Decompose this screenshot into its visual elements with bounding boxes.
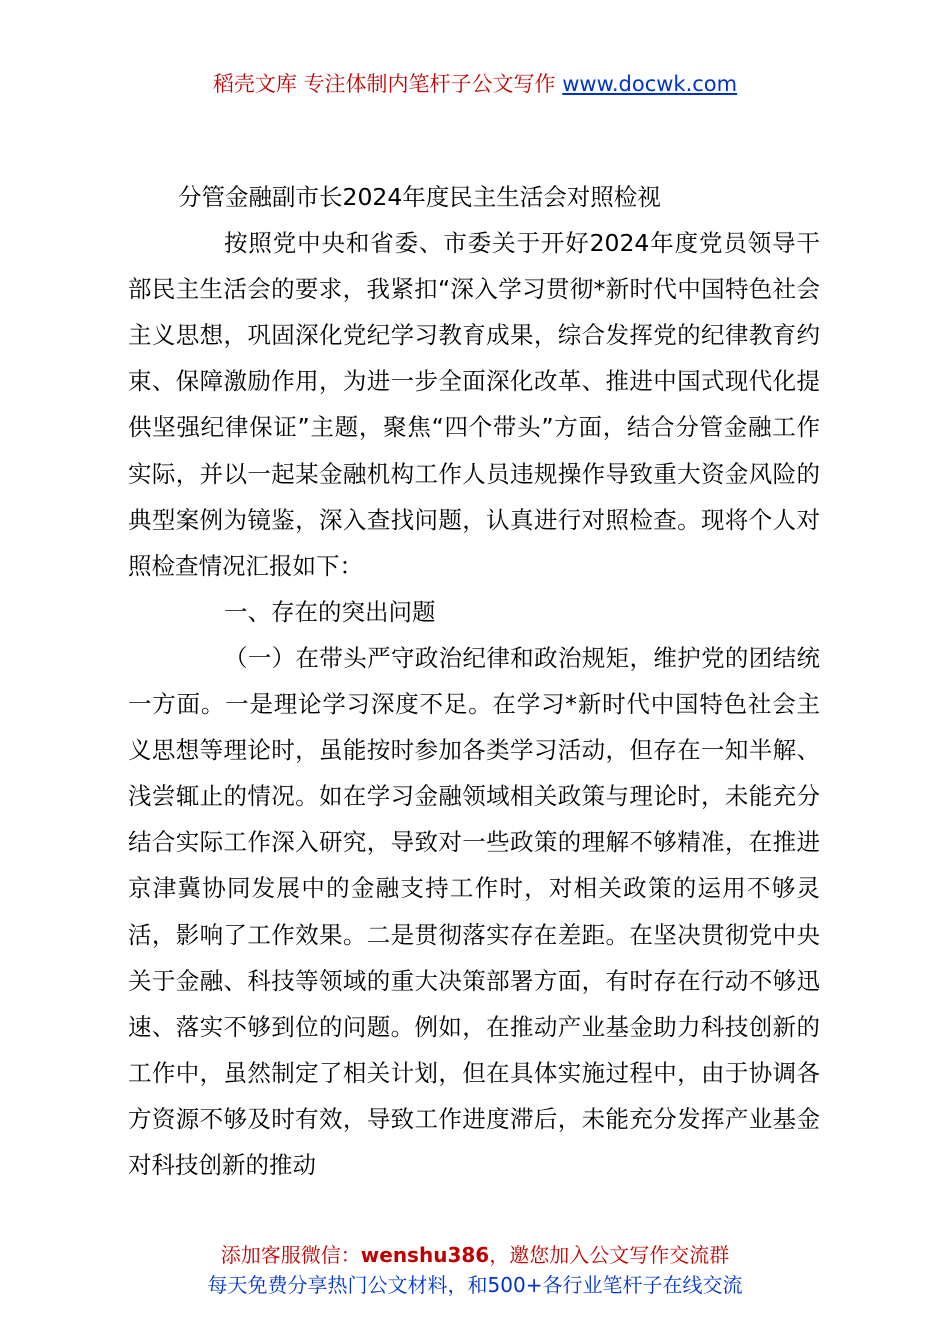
wechat-id: wenshu386 xyxy=(360,1243,490,1267)
promo-footer xyxy=(0,1240,950,1300)
document-title: 分管金融副市长2024年度民主生活会对照检视 xyxy=(178,183,661,211)
site-name: 稻壳文库 xyxy=(212,72,297,96)
intro-paragraph: 按照党中央和省委、市委关于开好2024年度党员领导干部民主生活会的要求，我紧扣“深入学习贯彻*新时代中国特色社会主义思想，巩固深化党纪学习教育成果，综合发挥党的纪律教育约束、保障激励作用，为进一步全面深化改革、推进中国式现代化提供坚强纪律保证”主题，聚焦“四个带头”方面，结合分管金融工作实际，并以一起某金融机构工作人员违规操作导致重大资金风险的典型案例为镜鉴，深入查找问题，认真进行对照检查。现将个人对照检查情况汇报如下： xyxy=(128,229,820,580)
section-heading-1: 一、存在的突出问题 xyxy=(224,597,436,626)
footer-promo-line: 每天免费分享热门公文材料，和500+各行业笔杆子在线交流 xyxy=(207,1273,743,1297)
site-tagline: 专注体制内笔杆子公文写作 xyxy=(303,72,556,96)
footer-contact-suffix: ，邀您加入公文写作交流群 xyxy=(489,1243,730,1267)
watermark-header xyxy=(0,68,950,100)
site-url-link[interactable]: www.docwk.com xyxy=(562,72,738,96)
footer-contact-line xyxy=(0,1240,950,1270)
footer-contact-prefix: 添加客服微信： xyxy=(220,1243,361,1267)
subsection-paragraph-1: （一）在带头严守政治纪律和政治规矩，维护党的团结统一方面。一是理论学习深度不足。在学习*新时代中国特色社会主义思想等理论时，虽能按时参加各类学习活动，但存在一知半解、浅尝辄止的情况。如在学习金融领域相关政策与理论时，未能充分结合实际工作深入研究，导致对一些政策的理解不够精准，在推进京津冀协同发展中的金融支持工作时，对相关政策的运用不够灵活，影响了工作效果。二是贯彻落实存在差距。在坚决贯彻党中央关于金融、科技等领域的重大决策部署方面，有时存在行动不够迅速、落实不够到位的问题。例如，在推动产业基金助力科技创新的工作中，虽然制定了相关计划，但在具体实施过程中，由于协调各方资源不够及时有效，导致工作进度滞后，未能充分发挥产业基金对科技创新的推动 xyxy=(128,643,820,1179)
document-body xyxy=(128,174,820,1188)
